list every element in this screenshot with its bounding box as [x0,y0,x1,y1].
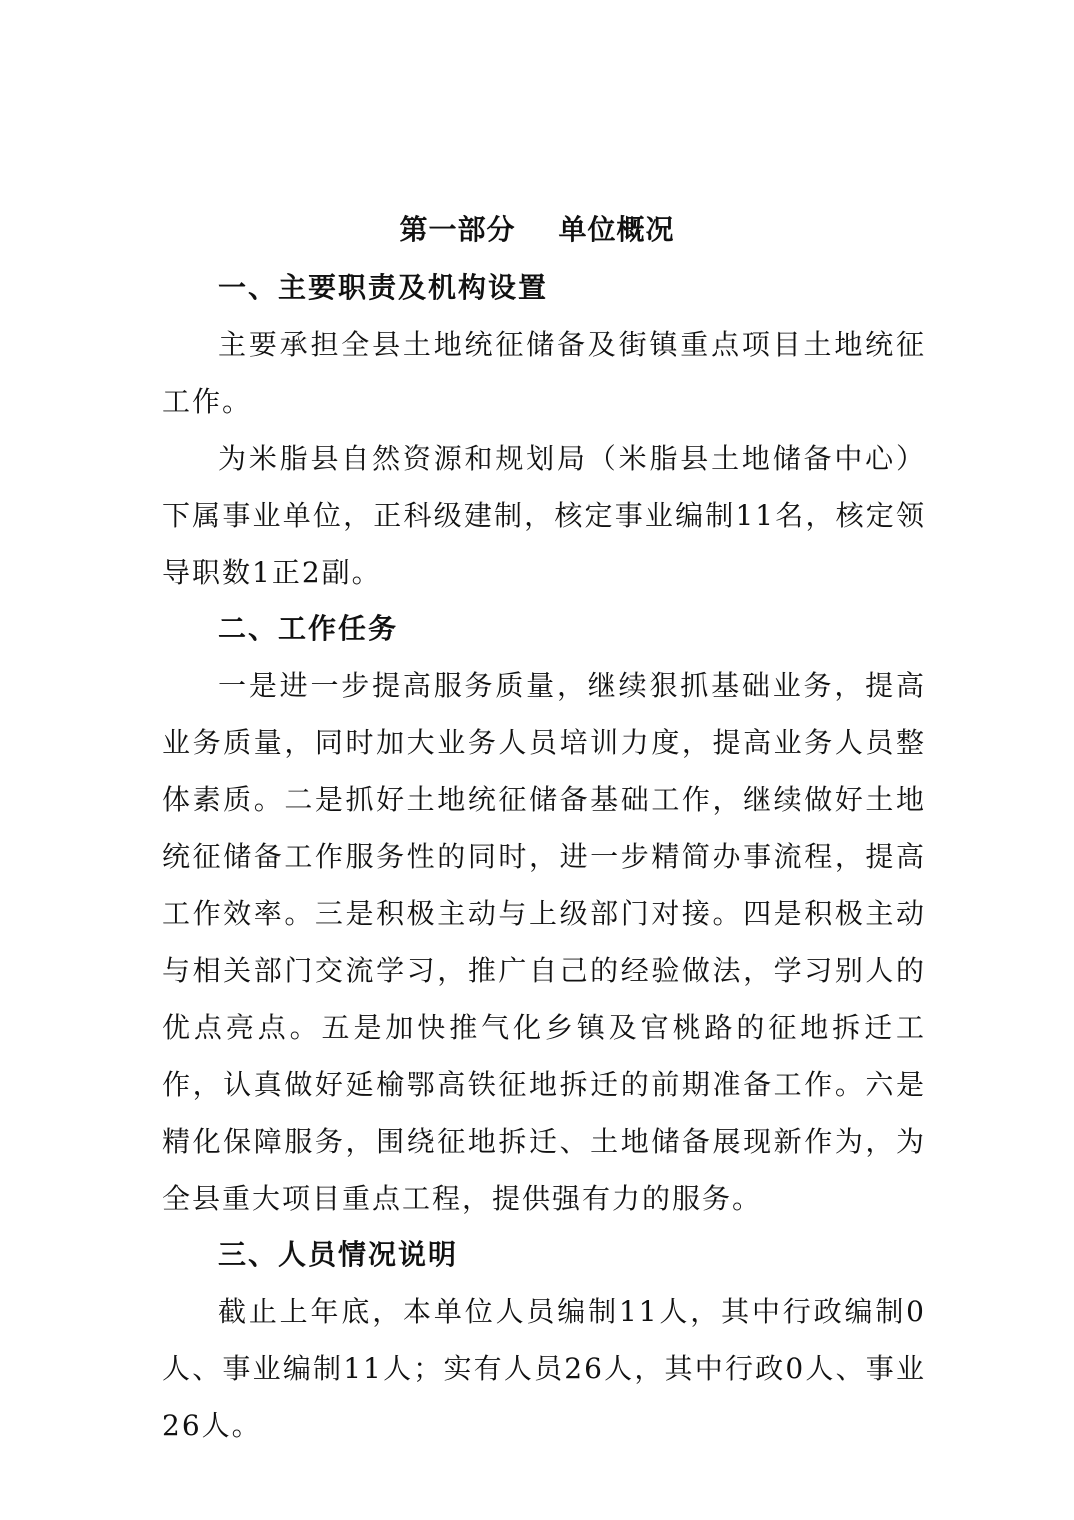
paragraph-tasks: 一是进一步提高服务质量，继续狠抓基础业务，提高业务质量，同时加大业务人员培训力度，提高业务人员整体素质。二是抓好土地统征储备基础工作，继续做好土地统征储备工作服务性的同时，进一步精简办事流程，提高工作效率。三是积极主动与上级部门对接。四是积极主动与相关部门交流学习，推广自己的经验做法，学习别人的优点亮点。五是加快推气化乡镇及官桃路的征地拆迁工作，认真做好延榆鄂高铁征地拆迁的前期准备工作。六是精化保障服务，围绕征地拆迁、土地储备展现新作为，为全县重大项目重点工程，提供强有力的服务。 [162,669,926,1215]
document-body [162,260,926,1454]
section-heading-tasks: 二、工作任务 [218,612,399,645]
paragraph-staff: 截止上年底，本单位人员编制11人，其中行政编制0人、事业编制11人；实有人员26人，其中行政0人、事业26人。 [162,1295,926,1442]
paragraph-duties-main: 主要承担全县土地统征储备及街镇重点项目土地统征工作。 [162,328,926,418]
section-heading-duties: 一、主要职责及机构设置 [218,271,549,304]
section-heading-staff: 三、人员情况说明 [218,1238,459,1271]
document-title: 第一部分 单位概况 [399,213,675,246]
paragraph-organization: 为米脂县自然资源和规划局（米脂县土地储备中心）下属事业单位，正科级建制，核定事业编制11名，核定领导职数1正2副。 [162,442,926,589]
